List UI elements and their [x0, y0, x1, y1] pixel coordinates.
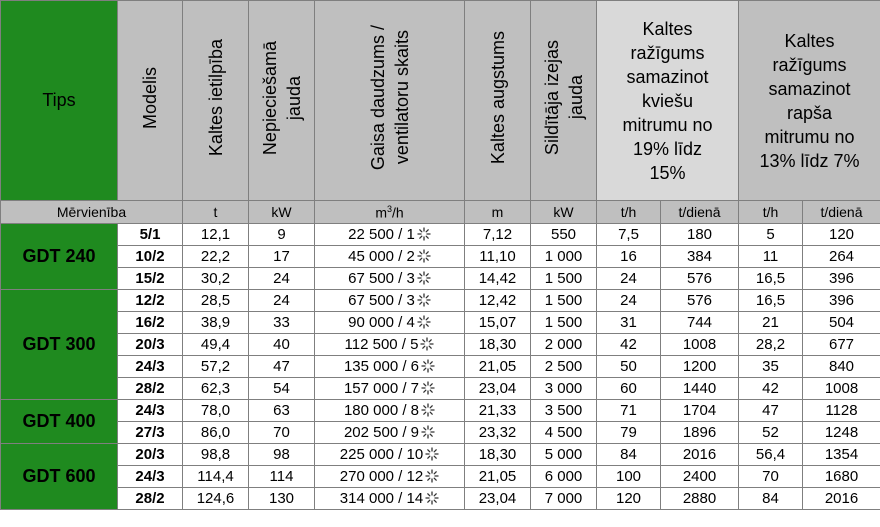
- rapeseed-th-cell: 5: [739, 224, 803, 246]
- group-name-cell: GDT 240: [1, 224, 118, 290]
- air-cell: [315, 268, 465, 290]
- fan-icon: [420, 337, 434, 351]
- rapeseed-td-cell: 396: [803, 268, 880, 290]
- wheat-th-cell: 84: [597, 444, 661, 466]
- heater-cell: 1 000: [531, 246, 597, 268]
- air-value: 22 500 / 1: [348, 226, 415, 243]
- wheat-th-cell: 24: [597, 290, 661, 312]
- height-cell: 11,10: [465, 246, 531, 268]
- capacity-cell: 49,4: [183, 334, 249, 356]
- header-jauda-text: [258, 41, 306, 155]
- header-row: [1, 1, 880, 201]
- air-value: 314 000 / 14: [339, 490, 424, 507]
- rapeseed-th-cell: 56,4: [739, 444, 803, 466]
- table-row: [1, 312, 880, 334]
- wheat-td-cell: 576: [661, 290, 739, 312]
- header-rapsi-l2: ražīgums: [772, 54, 847, 75]
- rapeseed-th-cell: 84: [739, 488, 803, 510]
- wheat-th-cell: 50: [597, 356, 661, 378]
- power-cell: 54: [249, 378, 315, 400]
- units-label: Mērvienība: [1, 201, 183, 224]
- capacity-cell: 28,5: [183, 290, 249, 312]
- rapeseed-th-cell: 70: [739, 466, 803, 488]
- header-kviesi-l5: mitrumu no: [622, 114, 713, 135]
- capacity-cell: 22,2: [183, 246, 249, 268]
- height-cell: 23,32: [465, 422, 531, 444]
- capacity-cell: 78,0: [183, 400, 249, 422]
- power-cell: 47: [249, 356, 315, 378]
- air-value: 202 500 / 9: [343, 424, 420, 441]
- unit-th1: t/h: [597, 201, 661, 224]
- air-cell: [315, 466, 465, 488]
- rapeseed-th-cell: 42: [739, 378, 803, 400]
- wheat-td-cell: 2880: [661, 488, 739, 510]
- height-cell: 14,42: [465, 268, 531, 290]
- fan-icon: [417, 271, 431, 285]
- power-cell: 70: [249, 422, 315, 444]
- wheat-th-cell: 120: [597, 488, 661, 510]
- heater-cell: 4 500: [531, 422, 597, 444]
- header-kviesi-l7: 15%: [649, 162, 686, 183]
- header-silditaja-line2: jauda: [565, 75, 586, 121]
- power-cell: 33: [249, 312, 315, 334]
- table-row: [1, 268, 880, 290]
- rapeseed-td-cell: 264: [803, 246, 880, 268]
- header-jauda: [249, 1, 315, 201]
- rapeseed-td-cell: 1680: [803, 466, 880, 488]
- capacity-cell: 57,2: [183, 356, 249, 378]
- rapeseed-th-cell: 21: [739, 312, 803, 334]
- unit-t: t: [183, 201, 249, 224]
- power-cell: 9: [249, 224, 315, 246]
- wheat-th-cell: 100: [597, 466, 661, 488]
- air-value: 180 000 / 8: [343, 402, 420, 419]
- header-rapsi-l1: Kaltes: [784, 30, 835, 51]
- air-cell: [315, 334, 465, 356]
- air-value: 157 000 / 7: [343, 380, 420, 397]
- height-cell: 23,04: [465, 378, 531, 400]
- table-row: [1, 356, 880, 378]
- air-value: 67 500 / 3: [348, 292, 415, 309]
- air-cell: [315, 444, 465, 466]
- unit-th2: t/h: [739, 201, 803, 224]
- wheat-th-cell: 60: [597, 378, 661, 400]
- air-cell: [315, 312, 465, 334]
- table-row: [1, 224, 880, 246]
- wheat-td-cell: 180: [661, 224, 739, 246]
- capacity-cell: 124,6: [183, 488, 249, 510]
- unit-td2: t/dienā: [803, 201, 880, 224]
- table-row: [1, 488, 880, 510]
- unit-m3h: [315, 201, 465, 224]
- wheat-td-cell: 1200: [661, 356, 739, 378]
- group-name-cell: GDT 400: [1, 400, 118, 444]
- header-gaiss-line1: Gaisa daudzums /: [367, 25, 388, 171]
- rapeseed-th-cell: 47: [739, 400, 803, 422]
- header-kviesi-l6: 19% līdz: [632, 138, 703, 159]
- model-cell: 20/3: [118, 444, 183, 466]
- heater-cell: 2 000: [531, 334, 597, 356]
- model-cell: 27/3: [118, 422, 183, 444]
- air-value: 225 000 / 10: [339, 446, 424, 463]
- table-row: [1, 400, 880, 422]
- air-cell: [315, 290, 465, 312]
- group-name-cell: GDT 300: [1, 290, 118, 400]
- rapeseed-th-cell: 16,5: [739, 290, 803, 312]
- table-row: [1, 466, 880, 488]
- header-gaiss-text: [366, 25, 414, 170]
- wheat-th-cell: 24: [597, 268, 661, 290]
- air-cell: [315, 224, 465, 246]
- wheat-th-cell: 7,5: [597, 224, 661, 246]
- power-cell: 130: [249, 488, 315, 510]
- air-value: 45 000 / 2: [348, 248, 415, 265]
- model-cell: 20/3: [118, 334, 183, 356]
- header-ietilpiba-text: Kaltes ietilpība: [205, 39, 226, 157]
- model-cell: 28/2: [118, 378, 183, 400]
- header-augstums: [465, 1, 531, 201]
- header-modelis-text: Modelis: [140, 66, 160, 130]
- table-body: [1, 224, 880, 510]
- air-cell: [315, 488, 465, 510]
- rapeseed-td-cell: 677: [803, 334, 880, 356]
- header-rapsi-l4: rapša: [786, 102, 833, 123]
- model-cell: 10/2: [118, 246, 183, 268]
- header-kviesi-l3: samazinot: [626, 66, 709, 87]
- capacity-cell: 86,0: [183, 422, 249, 444]
- power-cell: 63: [249, 400, 315, 422]
- height-cell: 18,30: [465, 444, 531, 466]
- model-cell: 5/1: [118, 224, 183, 246]
- wheat-td-cell: 744: [661, 312, 739, 334]
- header-tips: Tips: [1, 1, 118, 201]
- rapeseed-th-cell: 28,2: [739, 334, 803, 356]
- fan-icon: [417, 293, 431, 307]
- header-rapsi-l3: samazinot: [768, 78, 851, 99]
- height-cell: 12,42: [465, 290, 531, 312]
- wheat-td-cell: 1440: [661, 378, 739, 400]
- height-cell: 18,30: [465, 334, 531, 356]
- air-cell: [315, 246, 465, 268]
- fan-icon: [417, 315, 431, 329]
- air-cell: [315, 422, 465, 444]
- model-cell: 15/2: [118, 268, 183, 290]
- heater-cell: 1 500: [531, 268, 597, 290]
- header-modelis: [118, 1, 183, 201]
- power-cell: 24: [249, 268, 315, 290]
- header-ietilpiba: [183, 1, 249, 201]
- fan-icon: [417, 227, 431, 241]
- rapeseed-th-cell: 16,5: [739, 268, 803, 290]
- wheat-td-cell: 576: [661, 268, 739, 290]
- air-cell: [315, 400, 465, 422]
- rapeseed-td-cell: 1008: [803, 378, 880, 400]
- fan-icon: [421, 425, 435, 439]
- air-value: 135 000 / 6: [343, 358, 420, 375]
- unit-kw: kW: [249, 201, 315, 224]
- model-cell: 28/2: [118, 488, 183, 510]
- header-kviesi: [597, 1, 739, 201]
- rapeseed-th-cell: 52: [739, 422, 803, 444]
- header-silditaja: [531, 1, 597, 201]
- wheat-th-cell: 71: [597, 400, 661, 422]
- heater-cell: 2 500: [531, 356, 597, 378]
- heater-cell: 1 500: [531, 290, 597, 312]
- table-row: [1, 378, 880, 400]
- rapeseed-td-cell: 2016: [803, 488, 880, 510]
- header-kviesi-l1: Kaltes: [642, 18, 693, 39]
- unit-m3h-base: m: [375, 204, 387, 221]
- fan-icon: [421, 403, 435, 417]
- air-value: 112 500 / 5: [344, 336, 419, 353]
- heater-cell: 7 000: [531, 488, 597, 510]
- header-rapsi: [739, 1, 880, 201]
- wheat-td-cell: 1008: [661, 334, 739, 356]
- height-cell: 15,07: [465, 312, 531, 334]
- fan-icon: [421, 359, 435, 373]
- wheat-td-cell: 2400: [661, 466, 739, 488]
- header-gaiss: [315, 1, 465, 201]
- rapeseed-td-cell: 1248: [803, 422, 880, 444]
- heater-cell: 3 500: [531, 400, 597, 422]
- unit-m: m: [465, 201, 531, 224]
- wheat-th-cell: 79: [597, 422, 661, 444]
- heater-cell: 3 000: [531, 378, 597, 400]
- power-cell: 24: [249, 290, 315, 312]
- rapeseed-th-cell: 35: [739, 356, 803, 378]
- wheat-th-cell: 42: [597, 334, 661, 356]
- rapeseed-td-cell: 396: [803, 290, 880, 312]
- air-value: 270 000 / 12: [339, 468, 424, 485]
- wheat-td-cell: 1704: [661, 400, 739, 422]
- model-cell: 24/3: [118, 466, 183, 488]
- wheat-th-cell: 31: [597, 312, 661, 334]
- rapeseed-td-cell: 1354: [803, 444, 880, 466]
- model-cell: 12/2: [118, 290, 183, 312]
- unit-kw2: kW: [531, 201, 597, 224]
- height-cell: 21,05: [465, 466, 531, 488]
- capacity-cell: 114,4: [183, 466, 249, 488]
- power-cell: 98: [249, 444, 315, 466]
- table-row: [1, 334, 880, 356]
- power-cell: 114: [249, 466, 315, 488]
- wheat-td-cell: 384: [661, 246, 739, 268]
- heater-cell: 1 500: [531, 312, 597, 334]
- model-cell: 16/2: [118, 312, 183, 334]
- table-row: [1, 444, 880, 466]
- capacity-cell: 12,1: [183, 224, 249, 246]
- model-cell: 24/3: [118, 356, 183, 378]
- header-gaiss-line2: ventilatoru skaits: [391, 30, 412, 166]
- fan-icon: [425, 469, 439, 483]
- fan-icon: [421, 381, 435, 395]
- header-augstums-text: Kaltes augstums: [487, 31, 508, 165]
- heater-cell: 550: [531, 224, 597, 246]
- power-cell: 40: [249, 334, 315, 356]
- header-jauda-line1: Nepieciešamā: [259, 40, 280, 156]
- air-cell: [315, 356, 465, 378]
- header-silditaja-text: [540, 40, 588, 155]
- fan-icon: [425, 491, 439, 505]
- table-row: [1, 422, 880, 444]
- wheat-th-cell: 16: [597, 246, 661, 268]
- model-cell: 24/3: [118, 400, 183, 422]
- wheat-td-cell: 2016: [661, 444, 739, 466]
- header-kviesi-l2: ražīgums: [630, 42, 705, 63]
- capacity-cell: 38,9: [183, 312, 249, 334]
- rapeseed-td-cell: 504: [803, 312, 880, 334]
- heater-cell: 6 000: [531, 466, 597, 488]
- header-jauda-line2: jauda: [283, 75, 304, 121]
- wheat-td-cell: 1896: [661, 422, 739, 444]
- rapeseed-th-cell: 11: [739, 246, 803, 268]
- group-name-cell: GDT 600: [1, 444, 118, 510]
- capacity-cell: 62,3: [183, 378, 249, 400]
- header-silditaja-line1: Sildītāja izejas: [541, 40, 562, 156]
- air-value: 67 500 / 3: [348, 270, 415, 287]
- rapeseed-td-cell: 1128: [803, 400, 880, 422]
- height-cell: 21,33: [465, 400, 531, 422]
- height-cell: 7,12: [465, 224, 531, 246]
- table-row: [1, 246, 880, 268]
- fan-icon: [417, 249, 431, 263]
- air-value: 90 000 / 4: [348, 314, 415, 331]
- height-cell: 23,04: [465, 488, 531, 510]
- units-row: [1, 201, 880, 224]
- unit-m3h-sup: 3: [386, 203, 392, 214]
- capacity-cell: 30,2: [183, 268, 249, 290]
- header-rapsi-l5: mitrumu no: [764, 126, 855, 147]
- heater-cell: 5 000: [531, 444, 597, 466]
- air-cell: [315, 378, 465, 400]
- power-cell: 17: [249, 246, 315, 268]
- height-cell: 21,05: [465, 356, 531, 378]
- rapeseed-td-cell: 120: [803, 224, 880, 246]
- fan-icon: [425, 447, 439, 461]
- rapeseed-td-cell: 840: [803, 356, 880, 378]
- unit-td1: t/dienā: [661, 201, 739, 224]
- header-kviesi-l4: kviešu: [641, 90, 694, 111]
- unit-m3h-tail: /h: [392, 204, 404, 221]
- table-row: [1, 290, 880, 312]
- header-rapsi-l6: 13% līdz 7%: [759, 150, 860, 171]
- capacity-cell: 98,8: [183, 444, 249, 466]
